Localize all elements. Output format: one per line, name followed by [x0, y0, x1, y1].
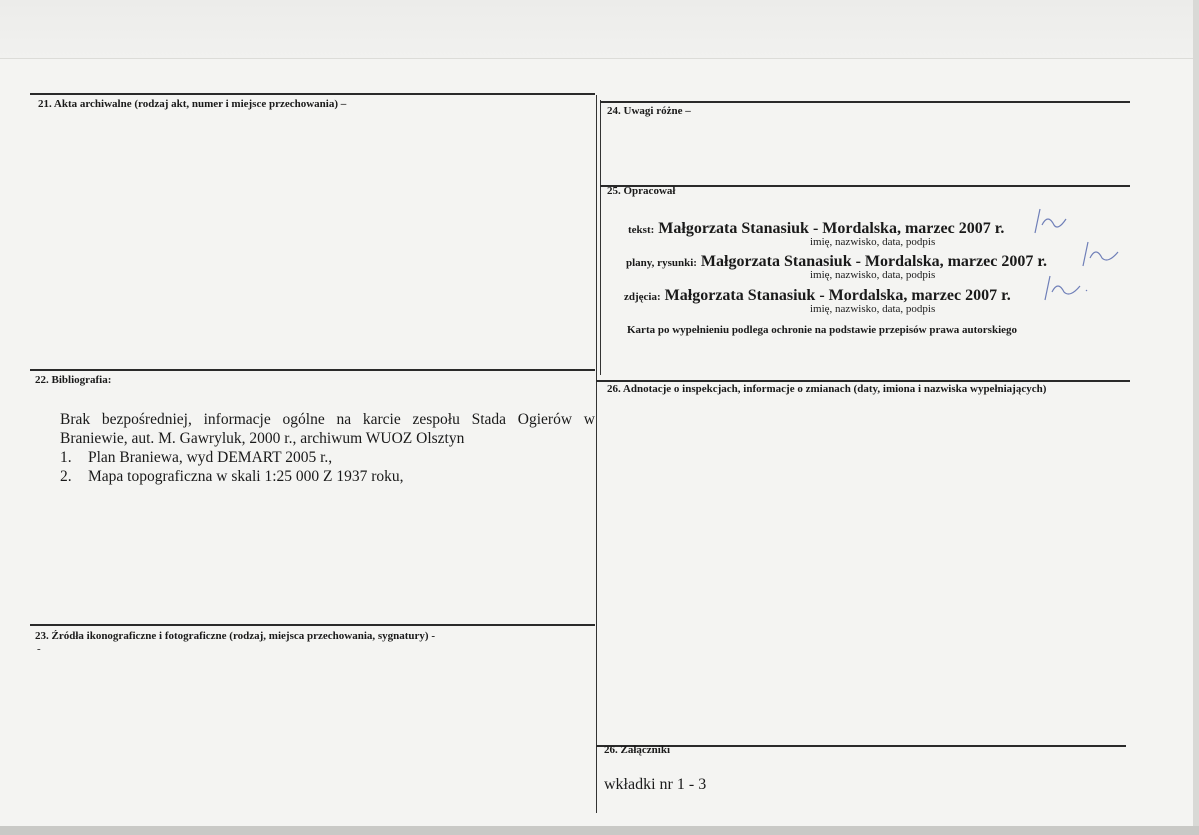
- signature-mark: [1030, 205, 1070, 237]
- author-name: Małgorzata Stanasiuk - Mordalska, marzec 2007 r.: [664, 287, 1011, 304]
- section-25-label: 25. Opracował: [607, 185, 676, 197]
- divider-24-top: [600, 101, 1130, 103]
- author-name: Małgorzata Stanasiuk - Mordalska, marzec 2007 r.: [658, 220, 1005, 237]
- scan-bottom-edge: [0, 826, 1199, 835]
- column-divider-upper: [600, 100, 601, 375]
- divider-22-top: [30, 369, 595, 371]
- divider-25-top: [600, 185, 1130, 187]
- section-23-label: 23. Źródła ikonograficzne i fotograficzne (rodzaj, miejsca przechowania, sygnatury) -: [35, 630, 436, 642]
- scan-top-band: [0, 0, 1199, 59]
- section-24-label: 24. Uwagi różne –: [607, 105, 691, 117]
- bibliography-block: [60, 410, 595, 486]
- section-23-value: -: [37, 643, 41, 655]
- list-item-number: 1.: [60, 449, 72, 466]
- list-item-text: Mapa topograficzna w skali 1:25 000 Z 1937 roku,: [88, 468, 404, 485]
- divider-26a-top: [596, 380, 1130, 382]
- divider-26b-top: [596, 745, 1126, 747]
- list-item: [60, 467, 595, 486]
- list-item-text: Plan Braniewa, wyd DEMART 2005 r.,: [88, 449, 333, 466]
- signature-mark: [1040, 272, 1090, 304]
- list-item: [60, 448, 595, 467]
- section-26-annotations-label: 26. Adnotacje o inspekcjach, informacje o zmianach (daty, imiona i nazwiska wypełniających): [607, 383, 1047, 395]
- role-label: tekst:: [628, 224, 655, 236]
- signature-mark: [1078, 238, 1122, 270]
- role-label: plany, rysunki:: [626, 257, 697, 269]
- attachments-value: wkładki nr 1 - 3: [604, 776, 707, 793]
- scan-right-edge: [1193, 0, 1199, 835]
- author-hint: imię, nazwisko, data, podpis: [810, 269, 936, 281]
- author-hint: imię, nazwisko, data, podpis: [810, 303, 936, 315]
- author-hint: imię, nazwisko, data, podpis: [810, 236, 936, 248]
- section-22-label: 22. Bibliografia:: [35, 374, 112, 386]
- section-21-label: 21. Akta archiwalne (rodzaj akt, numer i miejsce przechowania) –: [38, 98, 347, 110]
- list-item-number: 2.: [60, 468, 72, 485]
- divider-21-top: [30, 93, 595, 95]
- role-label: zdjęcia:: [624, 291, 661, 303]
- bibliography-paragraph: Brak bezpośredniej, informacje ogólne na karcie zespołu Stada Ogierów w Braniewie, aut. M. Gawryluk, 2000 r., archiwum WUOZ Olsztyn: [60, 411, 595, 447]
- column-divider: [596, 95, 597, 813]
- author-name: Małgorzata Stanasiuk - Mordalska, marzec 2007 r.: [700, 253, 1047, 270]
- divider-23-top: [30, 624, 595, 626]
- copyright-note: Karta po wypełnieniu podlega ochronie na podstawie przepisów prawa autorskiego: [627, 324, 1018, 336]
- section-26-attachments-label: 26. Załączniki: [604, 744, 671, 756]
